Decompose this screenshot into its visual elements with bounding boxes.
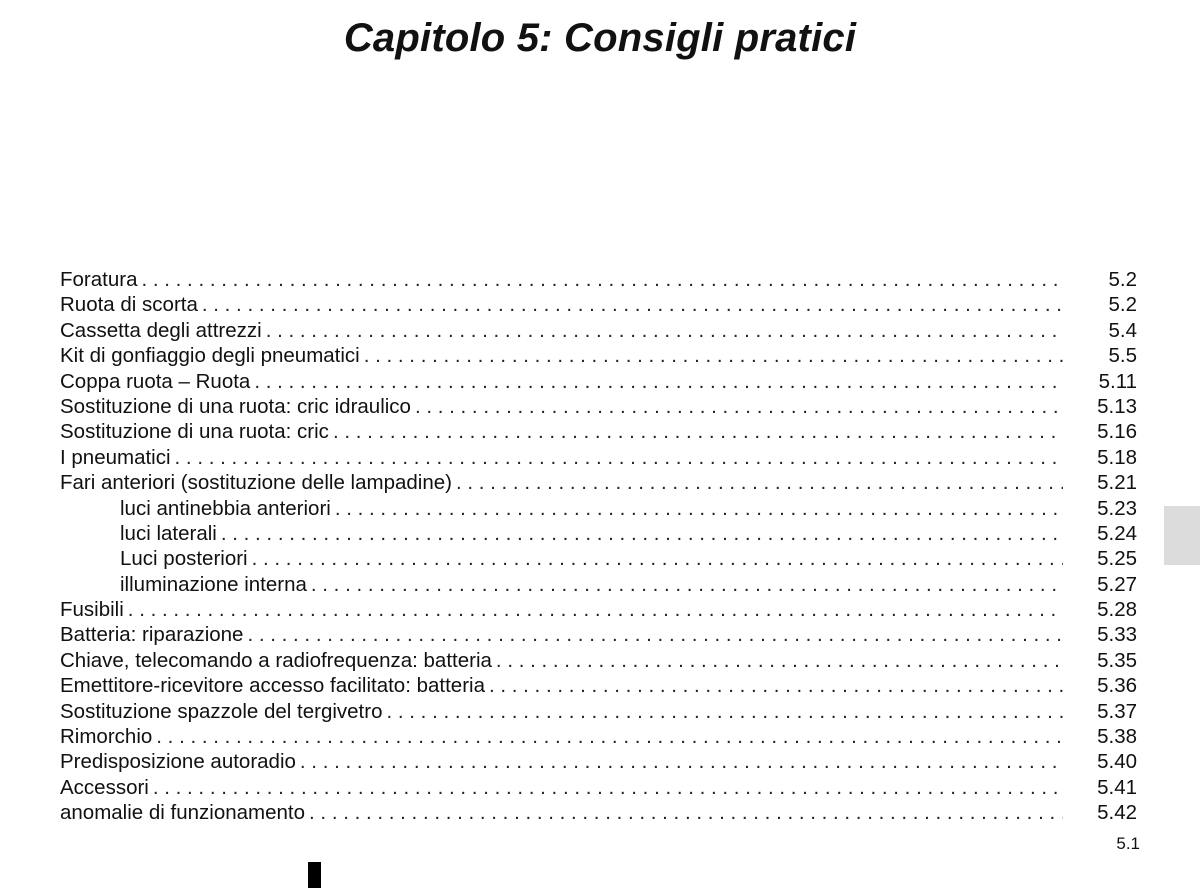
dot-leader — [415, 394, 1063, 419]
toc-entry-label: Sostituzione spazzole del tergivetro — [60, 699, 383, 723]
dot-leader — [489, 673, 1063, 698]
dot-leader — [254, 369, 1063, 394]
toc-entry[interactable] — [60, 496, 1137, 521]
dot-leader — [202, 292, 1063, 317]
toc-entry-page: 5.11 — [1098, 369, 1137, 393]
toc-entry-page: 5.2 — [1108, 268, 1137, 291]
toc-entry-label: illuminazione interna — [120, 572, 307, 596]
toc-entry[interactable] — [60, 292, 1137, 317]
toc-entry-page: 5.2 — [1108, 293, 1137, 317]
toc-entry-label: Luci posteriori — [120, 547, 248, 571]
dot-leader — [456, 470, 1063, 495]
toc-entry-label: anomalie di funzionamento — [60, 801, 306, 825]
toc-entry-label: Cassetta degli attrezzi — [60, 318, 262, 342]
toc-entry[interactable] — [60, 724, 1137, 749]
toc-entry[interactable] — [60, 648, 1137, 673]
toc-entry-label: Coppa ruota – Ruota — [60, 369, 251, 393]
toc-entry-label: luci antinebbia anteriori — [120, 496, 331, 520]
dot-leader — [175, 445, 1063, 470]
toc-entry-page: 5.36 — [1097, 674, 1137, 698]
dot-leader — [335, 496, 1063, 521]
dot-leader — [128, 597, 1063, 622]
toc-entry-page: 5.37 — [1097, 699, 1137, 723]
toc-entry-label: Sostituzione di una ruota: cric — [60, 420, 329, 444]
toc-entry[interactable] — [60, 597, 1137, 622]
toc-entry-label: luci laterali — [120, 521, 217, 545]
toc-entry[interactable] — [60, 267, 1137, 292]
dot-leader — [309, 800, 1063, 825]
toc-entry-page: 5.38 — [1097, 725, 1137, 749]
toc-entry[interactable] — [60, 546, 1137, 571]
dot-leader — [300, 749, 1063, 774]
toc-entry-label: Sostituzione di una ruota: cric idraulico — [60, 394, 411, 418]
dot-leader — [496, 648, 1063, 673]
toc-entry-page: 5.33 — [1097, 623, 1137, 647]
toc-entry[interactable] — [60, 394, 1137, 419]
toc-entry-label: Fari anteriori (sostituzione delle lampadine) — [60, 471, 452, 495]
toc-entry-page: 5.35 — [1097, 648, 1137, 672]
toc-entry-page: 5.5 — [1108, 344, 1137, 368]
toc-entry[interactable] — [60, 622, 1137, 647]
toc-entry-page: 5.4 — [1108, 318, 1137, 342]
dot-leader — [141, 267, 1063, 292]
toc-entry[interactable] — [60, 419, 1137, 444]
toc-entry-label: Rimorchio — [60, 725, 153, 749]
toc-entry[interactable] — [60, 673, 1137, 698]
toc-entry[interactable] — [60, 470, 1137, 495]
dot-leader — [153, 775, 1063, 800]
toc-entry-label: Emettitore-ricevitore accesso facilitato: batteria — [60, 674, 485, 698]
dot-leader — [387, 699, 1064, 724]
toc-entry-label: Accessori — [60, 775, 149, 799]
toc-entry[interactable] — [60, 343, 1137, 368]
toc-entry-label: Kit di gonfiaggio degli pneumatici — [60, 344, 360, 368]
toc-entry-page: 5.41 — [1097, 775, 1137, 799]
dot-leader — [333, 419, 1063, 444]
toc-entry[interactable] — [60, 749, 1137, 774]
toc-entry[interactable] — [60, 775, 1137, 800]
toc-entry-label: Fusibili — [60, 598, 124, 622]
toc-entry[interactable] — [60, 369, 1137, 394]
toc-entry[interactable] — [60, 800, 1137, 825]
toc-entry-label: Foratura — [60, 268, 138, 291]
toc-entry-page: 5.40 — [1097, 750, 1137, 774]
chapter-title: Capitolo 5: Consigli pratici — [343, 16, 857, 60]
toc-entry[interactable] — [60, 521, 1137, 546]
toc-entry[interactable] — [60, 572, 1137, 597]
chapter-side-tab — [1164, 506, 1200, 565]
page-number: 5.1 — [1116, 834, 1140, 853]
toc-entry-page: 5.16 — [1097, 420, 1137, 444]
toc-entry[interactable] — [60, 699, 1137, 724]
toc-entry-page: 5.42 — [1097, 801, 1137, 825]
toc-entry-label: Ruota di scorta — [60, 293, 198, 317]
toc-entry-page: 5.27 — [1097, 572, 1137, 596]
toc-entry-label: Chiave, telecomando a radiofrequenza: batteria — [60, 648, 492, 672]
toc-entry-page: 5.21 — [1097, 471, 1137, 495]
toc-entry-page: 5.28 — [1097, 598, 1137, 622]
table-of-contents — [60, 267, 1137, 826]
toc-entry-page: 5.13 — [1097, 394, 1137, 418]
dot-leader — [364, 343, 1063, 368]
dot-leader — [252, 546, 1063, 571]
toc-entry[interactable] — [60, 318, 1137, 343]
toc-entry-page: 5.25 — [1097, 547, 1137, 571]
dot-leader — [266, 318, 1063, 343]
toc-entry-page: 5.24 — [1097, 521, 1137, 545]
toc-entry-page: 5.18 — [1097, 445, 1137, 469]
dot-leader — [221, 521, 1063, 546]
toc-entry[interactable] — [60, 445, 1137, 470]
toc-entry-label: Batteria: riparazione — [60, 623, 244, 647]
toc-entry-label: Predisposizione autoradio — [60, 750, 296, 774]
print-crop-mark — [308, 862, 321, 888]
toc-entry-page: 5.23 — [1097, 496, 1137, 520]
dot-leader — [311, 572, 1063, 597]
dot-leader — [247, 622, 1063, 647]
dot-leader — [156, 724, 1063, 749]
toc-entry-label: I pneumatici — [60, 445, 171, 469]
